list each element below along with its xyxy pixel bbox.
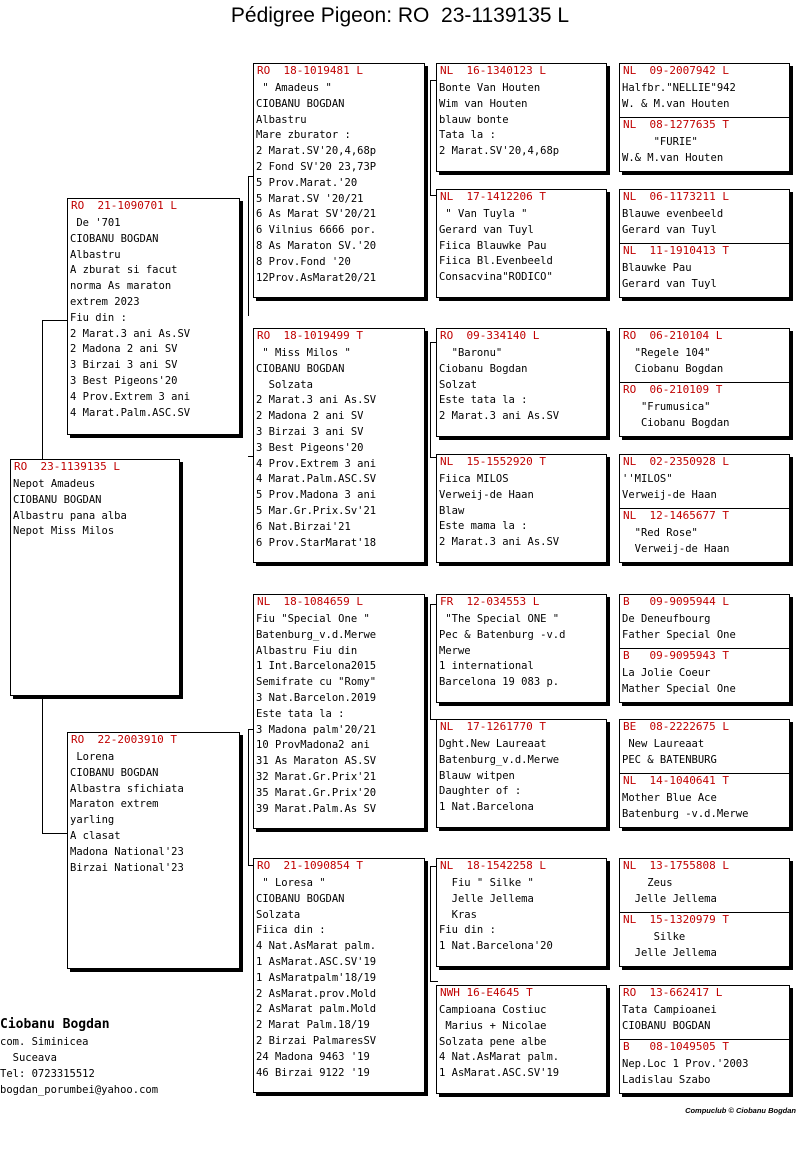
grandparent-info-line: CIOBANU BOGDAN bbox=[256, 97, 345, 110]
great-grandparent-ring-number: NL 17-1412206 T bbox=[440, 190, 546, 203]
great-great-grandsire-info-line: Father Special One bbox=[622, 628, 736, 641]
great-grandparent-info-line: Fiu din : bbox=[439, 924, 496, 937]
great-great-grandsire-info-line: Verweij-de Haan bbox=[622, 488, 717, 501]
great-great-grandsire-ring-number: BE 08-2222675 L bbox=[623, 720, 729, 733]
great-great-grandsire-info-line: Blauwe evenbeeld bbox=[622, 208, 724, 220]
grandparent-ring-number: RO 21-1090854 T bbox=[257, 859, 363, 872]
great-grandparent-info-line: Fiu " Silke " bbox=[439, 877, 534, 889]
pedigree-card-great-grandparent[interactable] bbox=[436, 985, 607, 1094]
great-grandparent-info-line: Barcelona 19 083 p. bbox=[439, 676, 560, 689]
pedigree-card-subject[interactable] bbox=[10, 459, 180, 696]
great-grandparent-info-line: 4 Nat.AsMarat palm. bbox=[439, 1051, 560, 1064]
great-great-granddam-info-line: Batenburg -v.d.Merwe bbox=[622, 807, 749, 820]
sire-half bbox=[622, 986, 787, 1039]
sire-ring-number: RO 21-1090701 L bbox=[71, 199, 177, 212]
great-grandparent-info-line: Marius + Nicolae bbox=[439, 1019, 547, 1032]
grandparent-info-line: 8 As Maraton SV.'20 bbox=[256, 239, 377, 252]
page-title: Pédigree Pigeon: RO 23-1139135 L bbox=[230, 4, 570, 27]
great-grandparent-ring-number: NL 16-1340123 L bbox=[440, 64, 546, 77]
great-grandparent-ring-number: NL 15-1552920 T bbox=[440, 455, 546, 468]
great-great-grandsire-info-line: Zeus bbox=[622, 877, 673, 889]
great-great-granddam-info-line: Ladislau Szabo bbox=[622, 1073, 711, 1086]
great-great-grandsire-info-line: W. & M.van Houten bbox=[622, 97, 730, 110]
great-great-grandsire-info-line: Halfbr."NELLIE"942 bbox=[622, 82, 736, 94]
pedigree-card-grandparent[interactable] bbox=[253, 594, 425, 829]
great-grandparent-info-line: Este tata la : bbox=[439, 394, 528, 407]
pedigree-card-great-great-grandparent-pair[interactable] bbox=[619, 454, 790, 563]
great-grandparent-info-line: Tata la : bbox=[439, 129, 496, 142]
grandparent-info-line: 2 Marat Palm.18/19 bbox=[256, 1019, 370, 1032]
great-grandparent-info-line: "The Special ONE " bbox=[439, 613, 560, 625]
sire-info-line: CIOBANU BOGDAN bbox=[70, 232, 159, 245]
grandparent-info-line: Fiica din : bbox=[256, 924, 326, 937]
grandparent-info-line: Semifrate cu "Romy" bbox=[256, 676, 377, 689]
great-great-granddam-ring-number: NL 14-1040641 T bbox=[623, 774, 729, 787]
sire-half bbox=[622, 64, 787, 117]
sire-info-line: 3 Best Pigeons'20 bbox=[70, 374, 178, 387]
grandparent-info-line: CIOBANU BOGDAN bbox=[256, 362, 345, 375]
owner-email[interactable]: bogdan_porumbei@yahoo.com bbox=[0, 1084, 159, 1096]
dam-half bbox=[620, 1039, 789, 1089]
great-grandparent-info-line: Fiica Blauwke Pau bbox=[439, 239, 547, 252]
sire-half bbox=[622, 595, 787, 648]
grandparent-info-line: Albastru Fiu din bbox=[256, 644, 358, 657]
great-grandparent-info-line: Daughter of : bbox=[439, 785, 522, 798]
dam-info-line: Albastra sfichiata bbox=[70, 782, 184, 795]
pedigree-card-great-grandparent[interactable] bbox=[436, 189, 607, 298]
grandparent-info-line: 2 AsMarat palm.Mold bbox=[256, 1003, 377, 1016]
sire-info-line: norma As maraton bbox=[70, 280, 172, 293]
great-great-grandsire-info-line: De Deneufbourg bbox=[622, 613, 711, 625]
sire-info-line: Albastru bbox=[70, 248, 121, 261]
great-great-grandsire-info-line: PEC & BATENBURG bbox=[622, 753, 717, 766]
grandparent-info-line: Albastru bbox=[256, 113, 307, 126]
great-grandparent-info-line: " Van Tuyla " bbox=[439, 208, 528, 220]
great-grandparent-info-line: Dght.New Laureaat bbox=[439, 738, 547, 750]
great-grandparent-info-line: 1 international bbox=[439, 660, 534, 673]
sire-info-line: 4 Marat.Palm.ASC.SV bbox=[70, 406, 191, 419]
great-great-grandsire-ring-number: NL 09-2007942 L bbox=[623, 64, 729, 77]
great-grandparent-info-line: "Baronu" bbox=[439, 347, 503, 359]
pedigree-card-grandparent[interactable] bbox=[253, 858, 425, 1093]
dam-info-line: Birzai National'23 bbox=[70, 861, 184, 874]
dam-half bbox=[620, 912, 789, 962]
great-grandparent-info-line: Solzat bbox=[439, 378, 477, 391]
grandparent-info-line: 1 Int.Barcelona2015 bbox=[256, 660, 377, 673]
sire-info-line: A zburat si facut bbox=[70, 264, 178, 277]
great-grandparent-info-line: Kras bbox=[439, 908, 477, 921]
subject-info-line: Nepot Miss Milos bbox=[13, 525, 115, 538]
owner-name: Ciobanu Bogdan bbox=[0, 1017, 110, 1032]
grandparent-info-line: 24 Madona 9463 '19 bbox=[256, 1050, 370, 1063]
dam-info-line: Lorena bbox=[70, 751, 115, 763]
great-grandparent-info-line: Campioana Costiuc bbox=[439, 1004, 547, 1016]
sire-half bbox=[622, 190, 787, 243]
great-grandparent-ring-number: NWH 16-E4645 T bbox=[440, 986, 533, 999]
grandparent-info-line: Fiu "Special One " bbox=[256, 613, 370, 625]
sire-half bbox=[622, 329, 787, 382]
grandparent-info-line: Solzata bbox=[256, 908, 301, 921]
sire-info-line: De '701 bbox=[70, 217, 121, 229]
sire-info-line: 2 Marat.3 ani As.SV bbox=[70, 327, 191, 340]
great-great-grandsire-info-line: New Laureaat bbox=[622, 738, 705, 750]
great-grandparent-info-line: Bonte Van Houten bbox=[439, 82, 541, 94]
grandparent-info-line: 46 Birzai 9122 '19 bbox=[256, 1066, 370, 1079]
great-grandparent-info-line: Fiica MILOS bbox=[439, 473, 509, 485]
dam-info-line: Madona National'23 bbox=[70, 845, 184, 858]
great-grandparent-info-line: Wim van Houten bbox=[439, 97, 528, 110]
great-great-granddam-info-line: Nep.Loc 1 Prov.'2003 bbox=[622, 1058, 749, 1070]
grandparent-info-line: 4 Prov.Extrem 3 ani bbox=[256, 457, 377, 470]
great-great-granddam-ring-number: NL 12-1465677 T bbox=[623, 509, 729, 522]
great-grandparent-info-line: Batenburg_v.d.Merwe bbox=[439, 753, 560, 766]
grandparent-info-line: 10 ProvMadona2 ani bbox=[256, 739, 370, 752]
credit-footer: Compuclub © Ciobanu Bogdan bbox=[685, 1106, 796, 1115]
great-great-granddam-info-line: Mather Special One bbox=[622, 682, 736, 695]
grandparent-info-line: 2 Marat.SV'20,4,68p bbox=[256, 145, 377, 158]
great-grandparent-ring-number: NL 18-1542258 L bbox=[440, 859, 546, 872]
pedigree-card-great-grandparent[interactable] bbox=[436, 858, 607, 967]
grandparent-info-line: Mare zburator : bbox=[256, 129, 351, 142]
sire-info-line: 4 Prov.Extrem 3 ani bbox=[70, 390, 191, 403]
great-great-grandsire-info-line: Gerard van Tuyl bbox=[622, 223, 717, 236]
grandparent-info-line: Solzata bbox=[256, 378, 313, 391]
dam-info-line: Maraton extrem bbox=[70, 798, 159, 811]
grandparent-ring-number: RO 18-1019481 L bbox=[257, 64, 363, 77]
great-great-granddam-ring-number: NL 15-1320979 T bbox=[623, 913, 729, 926]
grandparent-info-line: 35 Marat.Gr.Prix'20 bbox=[256, 786, 377, 799]
grandparent-info-line: 5 Mar.Gr.Prix.Sv'21 bbox=[256, 504, 377, 517]
great-great-granddam-info-line: Verweij-de Haan bbox=[622, 542, 730, 555]
great-great-grandsire-ring-number: RO 06-210104 L bbox=[623, 329, 723, 342]
owner-address-line: com. Siminicea bbox=[0, 1036, 89, 1048]
grandparent-info-line: 6 Nat.Birzai'21 bbox=[256, 520, 351, 533]
great-grandparent-info-line: Merwe bbox=[439, 644, 471, 657]
grandparent-info-line: 2 Birzai PalmaresSV bbox=[256, 1034, 377, 1047]
subject-info-line: Nepot Amadeus bbox=[13, 478, 96, 490]
great-great-grandsire-ring-number: NL 02-2350928 L bbox=[623, 455, 729, 468]
grandparent-info-line: CIOBANU BOGDAN bbox=[256, 892, 345, 905]
grandparent-info-line: 4 Marat.Palm.ASC.SV bbox=[256, 473, 377, 486]
grandparent-info-line: 4 Nat.AsMarat palm. bbox=[256, 940, 377, 953]
grandparent-info-line: 3 Madona palm'20/21 bbox=[256, 723, 377, 736]
grandparent-info-line: 6 Prov.StarMarat'18 bbox=[256, 536, 377, 549]
great-grandparent-info-line: Este mama la : bbox=[439, 520, 528, 533]
sire-half bbox=[622, 720, 787, 773]
connector-line bbox=[430, 604, 431, 719]
dam-half bbox=[620, 382, 789, 432]
pedigree-card-grandparent[interactable] bbox=[253, 328, 425, 563]
sire-info-line: 3 Birzai 3 ani SV bbox=[70, 359, 178, 372]
dam-info-line: yarling bbox=[70, 814, 115, 827]
grandparent-info-line: 39 Marat.Palm.As SV bbox=[256, 802, 377, 815]
great-grandparent-info-line: 1 Nat.Barcelona bbox=[439, 801, 534, 814]
great-great-granddam-info-line: La Jolie Coeur bbox=[622, 667, 711, 679]
grandparent-info-line: 5 Prov.Marat.'20 bbox=[256, 176, 358, 189]
great-grandparent-info-line: Pec & Batenburg -v.d bbox=[439, 628, 566, 641]
great-great-grandsire-info-line: Ciobanu Bogdan bbox=[622, 362, 724, 375]
grandparent-info-line: 6 As Marat SV'20/21 bbox=[256, 208, 377, 221]
grandparent-info-line: 1 AsMarat.ASC.SV'19 bbox=[256, 955, 377, 968]
great-grandparent-info-line: Blaw bbox=[439, 504, 465, 517]
great-great-granddam-info-line: "FURIE" bbox=[622, 136, 698, 148]
grandparent-info-line: 2 Madona 2 ani SV bbox=[256, 410, 364, 423]
grandparent-info-line: 12Prov.AsMarat20/21 bbox=[256, 271, 377, 284]
great-great-grandsire-ring-number: RO 13-662417 L bbox=[623, 986, 723, 999]
great-great-granddam-ring-number: NL 11-1910413 T bbox=[623, 244, 729, 257]
pedigree-card-great-great-grandparent-pair[interactable] bbox=[619, 594, 790, 703]
pedigree-card-dam[interactable] bbox=[67, 732, 240, 969]
great-great-granddam-info-line: Silke bbox=[622, 931, 686, 943]
connector-line bbox=[430, 342, 431, 457]
grandparent-info-line: Este tata la : bbox=[256, 707, 345, 720]
great-grandparent-info-line: Solzata pene albe bbox=[439, 1035, 547, 1048]
pedigree-card-sire[interactable] bbox=[67, 198, 240, 435]
great-great-granddam-ring-number: NL 08-1277635 T bbox=[623, 118, 729, 131]
sire-info-line: extrem 2023 bbox=[70, 295, 140, 308]
dam-ring-number: RO 22-2003910 T bbox=[71, 733, 177, 746]
grandparent-info-line: 5 Marat.SV '20/21 bbox=[256, 192, 364, 205]
great-grandparent-ring-number: NL 17-1261770 T bbox=[440, 720, 546, 733]
subject-info-line: CIOBANU BOGDAN bbox=[13, 493, 102, 506]
pedigree-card-great-great-grandparent-pair[interactable] bbox=[619, 63, 790, 172]
great-great-granddam-info-line: W.& M.van Houten bbox=[622, 151, 724, 164]
connector-line bbox=[430, 80, 431, 195]
owner-info bbox=[0, 1016, 158, 1098]
pedigree-card-great-great-grandparent-pair[interactable] bbox=[619, 858, 790, 967]
great-great-grandsire-ring-number: B 09-9095944 L bbox=[623, 595, 729, 608]
pedigree-card-great-grandparent[interactable] bbox=[436, 719, 607, 828]
great-great-granddam-info-line: Blauwke Pau bbox=[622, 262, 692, 274]
connector-line bbox=[430, 866, 431, 981]
great-grandparent-info-line: Gerard van Tuyl bbox=[439, 223, 534, 236]
dam-half bbox=[620, 648, 789, 698]
great-grandparent-info-line: 2 Marat.SV'20,4,68p bbox=[439, 145, 560, 158]
sire-info-line: 2 Madona 2 ani SV bbox=[70, 343, 178, 356]
grandparent-info-line: " Amadeus " bbox=[256, 82, 332, 94]
great-grandparent-ring-number: FR 12-034553 L bbox=[440, 595, 540, 608]
dam-half bbox=[620, 243, 789, 293]
great-great-granddam-info-line: "Frumusica" bbox=[622, 401, 711, 413]
pedigree-card-great-great-grandparent-pair[interactable] bbox=[619, 985, 790, 1094]
great-great-grandsire-info-line: Jelle Jellema bbox=[622, 892, 717, 905]
pedigree-card-great-great-grandparent-pair[interactable] bbox=[619, 328, 790, 437]
pedigree-card-great-great-grandparent-pair[interactable] bbox=[619, 719, 790, 828]
dam-half bbox=[620, 773, 789, 823]
great-great-grandsire-ring-number: NL 06-1173211 L bbox=[623, 190, 729, 203]
great-grandparent-info-line: Jelle Jellema bbox=[439, 892, 534, 905]
sire-info-line: Fiu din : bbox=[70, 311, 127, 324]
great-great-granddam-info-line: Gerard van Tuyl bbox=[622, 277, 717, 290]
great-great-grandsire-ring-number: NL 13-1755808 L bbox=[623, 859, 729, 872]
grandparent-info-line: 31 As Maraton AS.SV bbox=[256, 755, 377, 768]
great-great-grandsire-info-line: CIOBANU BOGDAN bbox=[622, 1019, 711, 1032]
great-great-granddam-ring-number: B 08-1049505 T bbox=[623, 1040, 729, 1053]
grandparent-info-line: 5 Prov.Madona 3 ani bbox=[256, 489, 377, 502]
pedigree-card-great-grandparent[interactable] bbox=[436, 594, 607, 703]
pedigree-card-great-grandparent[interactable] bbox=[436, 454, 607, 563]
great-great-grandsire-info-line: ''MILOS" bbox=[622, 473, 673, 485]
connector-line bbox=[248, 729, 249, 865]
subject-ring-number: RO 23-1139135 L bbox=[14, 460, 120, 473]
connector-line bbox=[42, 320, 69, 321]
great-great-granddam-info-line: Ciobanu Bogdan bbox=[622, 416, 730, 429]
grandparent-info-line: 2 Fond SV'20 23,73P bbox=[256, 160, 377, 173]
great-grandparent-info-line: blauw bonte bbox=[439, 113, 509, 126]
grandparent-ring-number: NL 18-1084659 L bbox=[257, 595, 363, 608]
great-grandparent-info-line: Consacvina"RODICO" bbox=[439, 271, 553, 284]
great-great-granddam-info-line: Jelle Jellema bbox=[622, 946, 717, 959]
pedigree-card-great-grandparent[interactable] bbox=[436, 63, 607, 172]
dam-half bbox=[620, 117, 789, 167]
great-grandparent-ring-number: RO 09-334140 L bbox=[440, 329, 540, 342]
sire-half bbox=[622, 455, 787, 508]
great-grandparent-info-line: Verweij-de Haan bbox=[439, 488, 534, 501]
grandparent-info-line: 2 AsMarat.prov.Mold bbox=[256, 987, 377, 1000]
grandparent-info-line: 6 Vilnius 6666 por. bbox=[256, 224, 377, 237]
great-great-grandsire-info-line: Tata Campioanei bbox=[622, 1004, 717, 1016]
connector-line bbox=[42, 696, 43, 833]
grandparent-info-line: " Miss Milos " bbox=[256, 347, 351, 359]
connector-line bbox=[430, 981, 438, 982]
connector-line bbox=[42, 833, 69, 834]
great-grandparent-info-line: 2 Marat.3 ani As.SV bbox=[439, 410, 560, 423]
great-great-grandsire-info-line: "Regele 104" bbox=[622, 347, 711, 359]
pedigree-card-great-great-grandparent-pair[interactable] bbox=[619, 189, 790, 298]
great-great-granddam-ring-number: RO 06-210109 T bbox=[623, 383, 723, 396]
grandparent-info-line: 3 Birzai 3 ani SV bbox=[256, 425, 364, 438]
grandparent-info-line: 8 Prov.Fond '20 bbox=[256, 255, 351, 268]
grandparent-info-line: 3 Best Pigeons'20 bbox=[256, 441, 364, 454]
grandparent-info-line: Batenburg_v.d.Merwe bbox=[256, 628, 377, 641]
great-grandparent-info-line: Blauw witpen bbox=[439, 769, 515, 782]
dam-info-line: A clasat bbox=[70, 829, 121, 842]
great-great-granddam-info-line: Mother Blue Ace bbox=[622, 792, 717, 804]
grandparent-info-line: 1 AsMaratpalm'18/19 bbox=[256, 971, 377, 984]
subject-info-line: Albastru pana alba bbox=[13, 509, 127, 522]
pedigree-card-great-grandparent[interactable] bbox=[436, 328, 607, 437]
owner-phone: Tel: 0723315512 bbox=[0, 1068, 95, 1080]
great-grandparent-info-line: Ciobanu Bogdan bbox=[439, 362, 528, 375]
dam-half bbox=[620, 508, 789, 558]
connector-line bbox=[42, 320, 43, 461]
great-grandparent-info-line: 1 AsMarat.ASC.SV'19 bbox=[439, 1067, 560, 1080]
great-great-granddam-ring-number: B 09-9095943 T bbox=[623, 649, 729, 662]
grandparent-info-line: 3 Nat.Barcelon.2019 bbox=[256, 691, 377, 704]
dam-info-line: CIOBANU BOGDAN bbox=[70, 766, 159, 779]
grandparent-info-line: " Loresa " bbox=[256, 877, 326, 889]
pedigree-card-grandparent[interactable] bbox=[253, 63, 425, 298]
owner-address-line: Suceava bbox=[0, 1052, 57, 1064]
sire-half bbox=[622, 859, 787, 912]
great-grandparent-info-line: 1 Nat.Barcelona'20 bbox=[439, 940, 553, 953]
grandparent-info-line: 2 Marat.3 ani As.SV bbox=[256, 394, 377, 407]
great-grandparent-info-line: Fiica Bl.Evenbeeld bbox=[439, 255, 553, 268]
connector-line bbox=[248, 176, 249, 316]
great-grandparent-info-line: 2 Marat.3 ani As.SV bbox=[439, 536, 560, 549]
grandparent-info-line: 32 Marat.Gr.Prix'21 bbox=[256, 770, 377, 783]
grandparent-ring-number: RO 18-1019499 T bbox=[257, 329, 363, 342]
great-great-granddam-info-line: "Red Rose" bbox=[622, 527, 698, 539]
